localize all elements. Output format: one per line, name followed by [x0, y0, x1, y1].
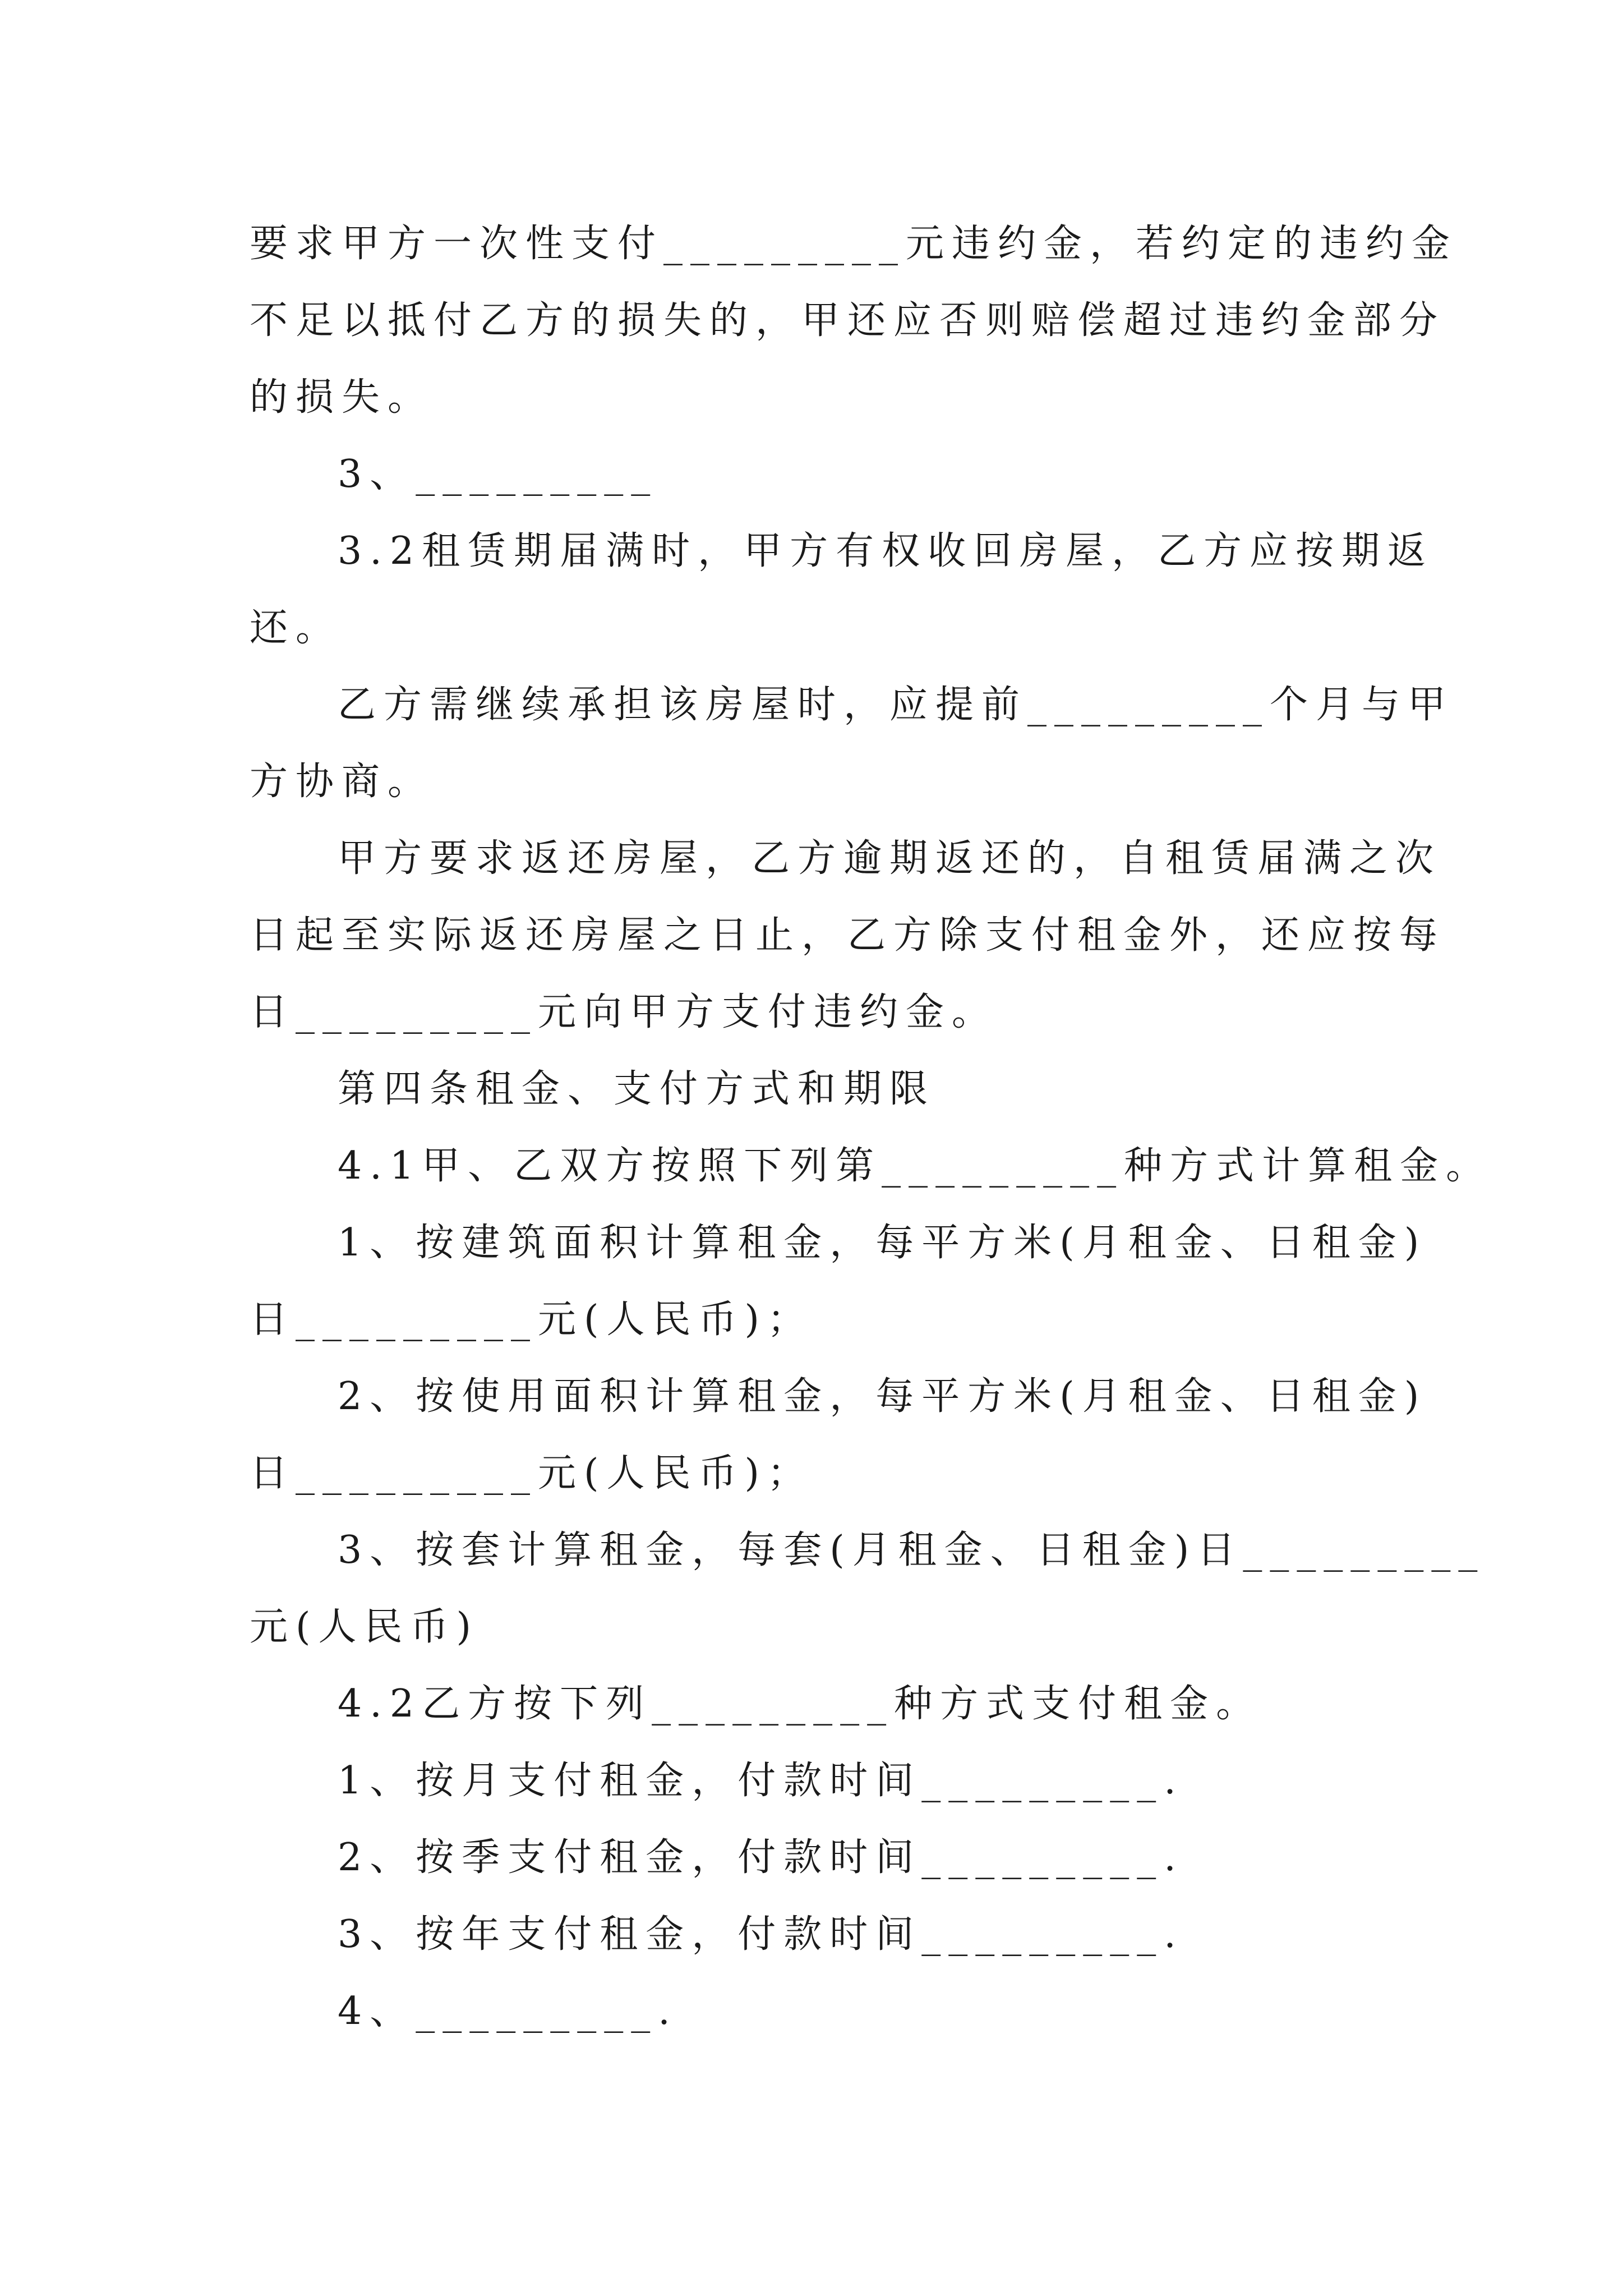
- text-line: 3、按套计算租金，每套(月租金、日租金)日_________: [338, 1528, 1486, 1572]
- text-line: 的损失。: [250, 375, 434, 420]
- text-line: 日_________元(人民币)；: [250, 1451, 814, 1496]
- text-line: 方协商。: [250, 760, 434, 804]
- text-line: 甲方要求返还房屋，乙方逾期返还的，自租赁届满之次: [338, 836, 1442, 881]
- text-line: 要求甲方一次性支付_________元违约金，若约定的违约金: [250, 222, 1458, 266]
- text-line: 日起至实际返还房屋之日止，乙方除支付租金外，还应按每: [250, 913, 1446, 958]
- text-line: 日_________元向甲方支付违约金。: [250, 990, 998, 1034]
- text-line: 1、按月支付租金，付款时间_________.: [338, 1759, 1184, 1803]
- text-line: 4.1甲、乙双方按照下列第_________种方式计算租金。: [338, 1144, 1492, 1188]
- section-heading: 第四条租金、支付方式和期限: [338, 1067, 936, 1111]
- text-line: 3、按年支付租金，付款时间_________.: [338, 1912, 1184, 1957]
- text-line: 不足以抵付乙方的损失的，甲还应否则赔偿超过违约金部分: [250, 298, 1446, 343]
- text-line: 3.2租赁期届满时，甲方有权收回房屋，乙方应按期返: [338, 529, 1434, 573]
- text-line: 乙方需继续承担该房屋时，应提前_________个月与甲: [338, 683, 1454, 727]
- text-line: 元(人民币): [250, 1605, 479, 1649]
- text-line: 1、按建筑面积计算租金，每平方米(月租金、日租金): [338, 1221, 1427, 1265]
- text-line: 4.2乙方按下列_________种方式支付租金。: [338, 1682, 1262, 1726]
- text-line: 日_________元(人民币)；: [250, 1297, 814, 1342]
- text-line: 2、按使用面积计算租金，每平方米(月租金、日租金): [338, 1374, 1427, 1419]
- text-line: 2、按季支付租金，付款时间_________.: [338, 1835, 1184, 1880]
- text-line: 3、_________: [338, 452, 658, 496]
- text-line: 还。: [250, 606, 342, 650]
- text-line: 4、_________.: [338, 1989, 678, 2033]
